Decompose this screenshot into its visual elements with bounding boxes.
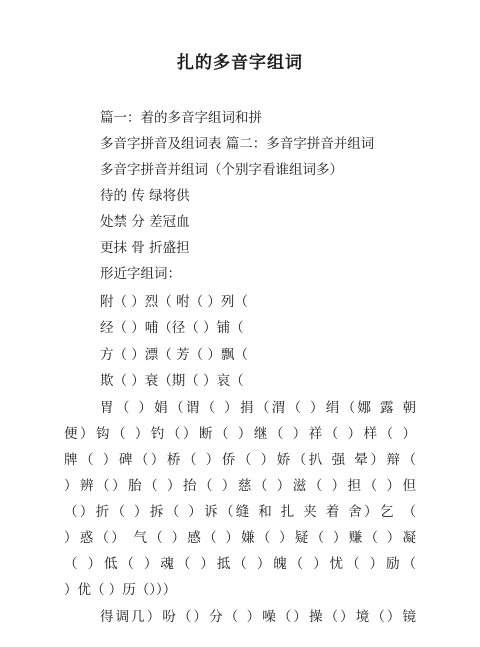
text-line: 处禁 分 差冠血 — [100, 214, 190, 230]
text-line: 附（ ）烈（ 咐（ ）列（ — [100, 294, 248, 310]
text-line: 多音字拼音并组词（个别字看谁组词多） — [100, 162, 343, 178]
text-line: 便）钩（ ）钓（）断（ ）继（ ）祥（ ）样（ ） — [64, 426, 416, 442]
text-line: 胃（ ）娟（谓（ ）捐（渭（ ）绢（娜 露 朝 — [100, 400, 416, 416]
text-line: ）优（ ）历（））） — [64, 582, 177, 598]
text-line: 篇一：着的多音字组词和拼 — [100, 110, 262, 126]
text-line: 得调几）吩（）分（ ）噪（）操（）境（）镜 — [100, 609, 416, 625]
text-line: 形近字组词： — [100, 266, 181, 282]
document-title: 扎的多音字组词 — [177, 53, 303, 73]
text-line: 多音字拼音及组词表 篇二：多音字拼音并组词 — [100, 136, 375, 152]
text-line: 牌（ ）碑（）桥（ ）侨（ ）娇（扒 强 晕）辩（ — [64, 452, 416, 468]
text-line: （ ）低（ ）魂（ ）抵（ ）魄（ ）忧（ ）励（ — [64, 556, 416, 572]
text-line: （）折（ ）拆（ ）诉（缝 和 扎 夹 着 舍）乞 （ — [64, 504, 416, 520]
text-line: 待的 传 绿将供 — [100, 188, 190, 204]
text-line: 欺（ ）衰（期（ ）哀（ — [100, 373, 244, 389]
text-line: ）惑（） 气（ ）感（ ）嫌（ ）疑（ ）赚（ ）凝 — [64, 530, 416, 546]
text-line: 经（ ）哺（径（ ）铺（ — [100, 320, 244, 336]
text-line: 方（ ）漂（ 芳（ ）飘（ — [100, 347, 248, 363]
text-line: 更抹 骨 折盛担 — [100, 240, 190, 256]
text-line: ）辨（）胎（ ）抬（ ）慈（ ）滋（ ）担（ ）但 — [64, 478, 416, 494]
